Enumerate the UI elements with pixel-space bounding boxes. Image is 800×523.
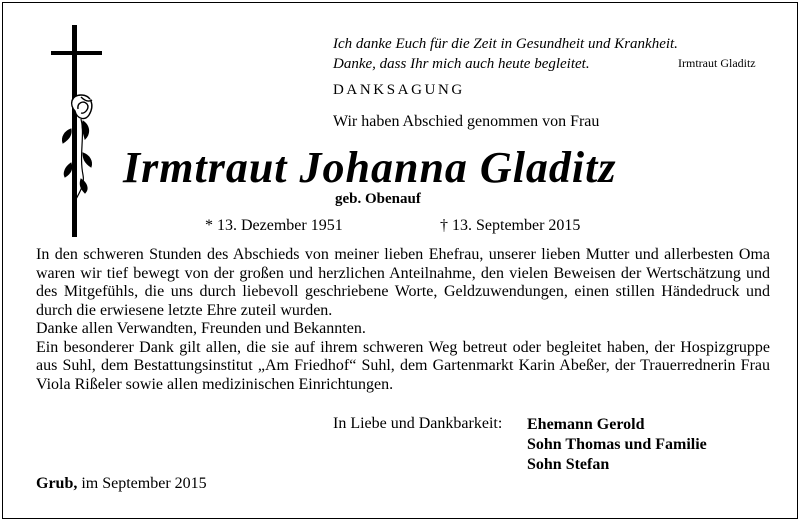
birth-date: * 13. Dezember 1951: [205, 217, 343, 234]
deceased-name: Irmtraut Johanna Gladitz: [123, 143, 617, 192]
obituary-notice: [2, 2, 798, 519]
quote-line-2: Danke, dass Ihr mich auch heute begleitet.: [333, 56, 590, 72]
quote-line-1: Ich danke Euch für die Zeit in Gesundheit und Krankheit.: [333, 36, 678, 52]
body-paragraph-3: Ein besonderer Dank gilt allen, die sie auf ihrem schweren Weg betreut oder begleitet haben, der Hospizgruppe aus Suhl, dem Bestattungsinstitut „Am Friedhof“ Suhl, dem Gartenmarkt Karin Abeßer, der Trauerrednerin Frau Viola Rißeler sowie allen medizinischen Einrichtungen.: [36, 338, 770, 393]
cross-with-rose-icon: [45, 25, 111, 237]
signer-1: Ehemann Gerold: [527, 416, 645, 433]
signer-3: Sohn Stefan: [527, 456, 610, 473]
quote-author: Irmtraut Gladitz: [678, 56, 756, 70]
place-and-date: [36, 475, 207, 493]
signers-list: [527, 415, 707, 475]
body-paragraph-1: In den schweren Stunden des Abschieds von meiner lieben Ehefrau, unserer lieben Mutter und allerbesten Oma waren wir tief bewegt von der großen und herzlichen Anteilnahme, den vielen Beweisen der Wertschätzung und des Mitgefühls, die uns durch liebevoll geschriebene Worte, Geldzuwendungen, einen stillen Händedruck und durch die erwiesene letzte Ehre zuteil wurden.: [36, 246, 770, 319]
place-town: Grub,: [36, 475, 78, 492]
maiden-name: geb. Obenauf: [335, 191, 421, 207]
body-text: [36, 246, 770, 394]
notice-intro: Wir haben Abschied genommen von Frau: [333, 113, 600, 130]
body-paragraph-2: Danke allen Verwandten, Freunden und Bekannten.: [36, 320, 366, 337]
place-date: im September 2015: [81, 475, 207, 492]
death-date: † 13. September 2015: [440, 217, 581, 234]
signature-intro: In Liebe und Dankbarkeit:: [333, 415, 503, 432]
signer-2: Sohn Thomas und Familie: [527, 436, 707, 453]
notice-heading: DANKSAGUNG: [333, 82, 465, 98]
